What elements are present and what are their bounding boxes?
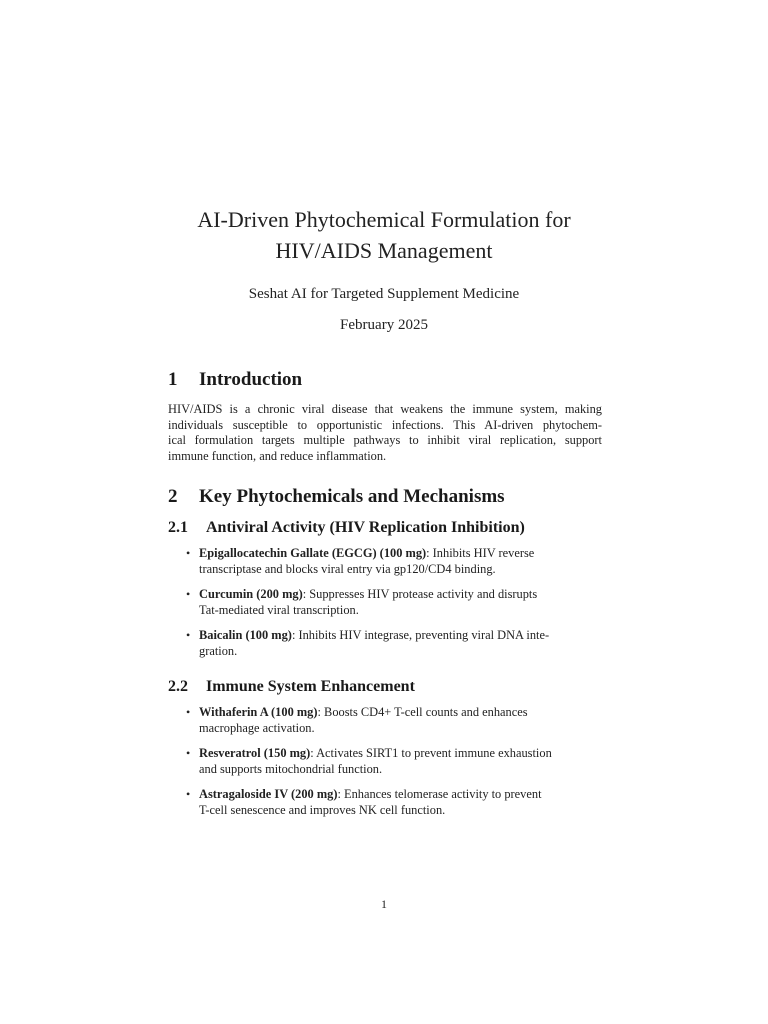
list-item [186,546,602,577]
paragraph-line: immune function, and reduce inflammation. [168,448,387,463]
compound-name: Baicalin (100 mg) [199,628,292,642]
item-text: and supports mitochondrial function. [199,761,383,776]
subsection-heading-antiviral [168,519,525,537]
list-item [186,787,602,818]
item-text: macrophage activation. [199,720,315,735]
subsection-title: Immune System Enhancement [206,678,415,695]
section-heading-key-phytochemicals [168,486,505,508]
bullet-icon: • [186,546,191,560]
item-text: transcriptase and blocks viral entry via gp120/CD4 binding. [199,561,496,576]
item-text: : Inhibits HIV reverse [426,546,535,560]
subsection-heading-immune [168,678,415,696]
section-title: Introduction [199,369,303,390]
introduction-paragraph [168,402,602,464]
item-text: : Activates SIRT1 to prevent immune exhaustion [310,746,552,760]
subsection-number: 2.1 [168,519,188,536]
list-item [186,587,602,618]
item-text: : Enhances telomerase activity to prevent [337,787,542,801]
compound-name: Epigallocatechin Gallate (EGCG) (100 mg) [199,546,427,560]
item-text: T-cell senescence and improves NK cell function. [199,802,446,817]
list-item [186,746,602,777]
paragraph-line: individuals susceptible to opportunistic infections. This AI-driven phytochem- [168,417,602,432]
item-text: Tat-mediated viral transcription. [199,602,359,617]
bullet-icon: • [186,705,191,719]
paragraph-line: HIV/AIDS is a chronic viral disease that weakens the immune system, making [168,402,602,416]
title-line-2: HIV/AIDS Management [275,238,493,263]
item-text: gration. [199,643,238,658]
section-heading-introduction [168,369,302,391]
title-line-1: AI-Driven Phytochemical Formulation for [197,207,571,232]
paragraph-line: ical formulation targets multiple pathways to inhibit viral replication, support [168,433,602,448]
item-text: : Boosts CD4+ T-cell counts and enhances [317,705,528,719]
subsection-title: Antiviral Activity (HIV Replication Inhibition) [206,519,525,536]
date-line: February 2025 [340,317,428,333]
compound-name: Astragaloside IV (200 mg) [199,787,338,801]
list-item [186,628,602,659]
document-title [0,204,768,266]
bullet-icon: • [186,787,191,801]
bullet-icon: • [186,587,191,601]
subsection-number: 2.2 [168,678,188,695]
compound-name: Resveratrol (150 mg) [199,746,311,760]
section-number: 1 [168,369,178,390]
section-number: 2 [168,486,178,507]
page-number: 1 [381,897,387,911]
author-line: Seshat AI for Targeted Supplement Medicine [248,286,520,302]
section-title: Key Phytochemicals and Mechanisms [199,486,505,507]
bullet-icon: • [186,628,191,642]
compound-name: Withaferin A (100 mg) [199,705,318,719]
item-text: : Suppresses HIV protease activity and disrupts [302,587,538,601]
list-item [186,705,602,736]
compound-name: Curcumin (200 mg) [199,587,303,601]
bullet-icon: • [186,746,191,760]
item-text: : Inhibits HIV integrase, preventing viral DNA inte- [291,628,550,642]
